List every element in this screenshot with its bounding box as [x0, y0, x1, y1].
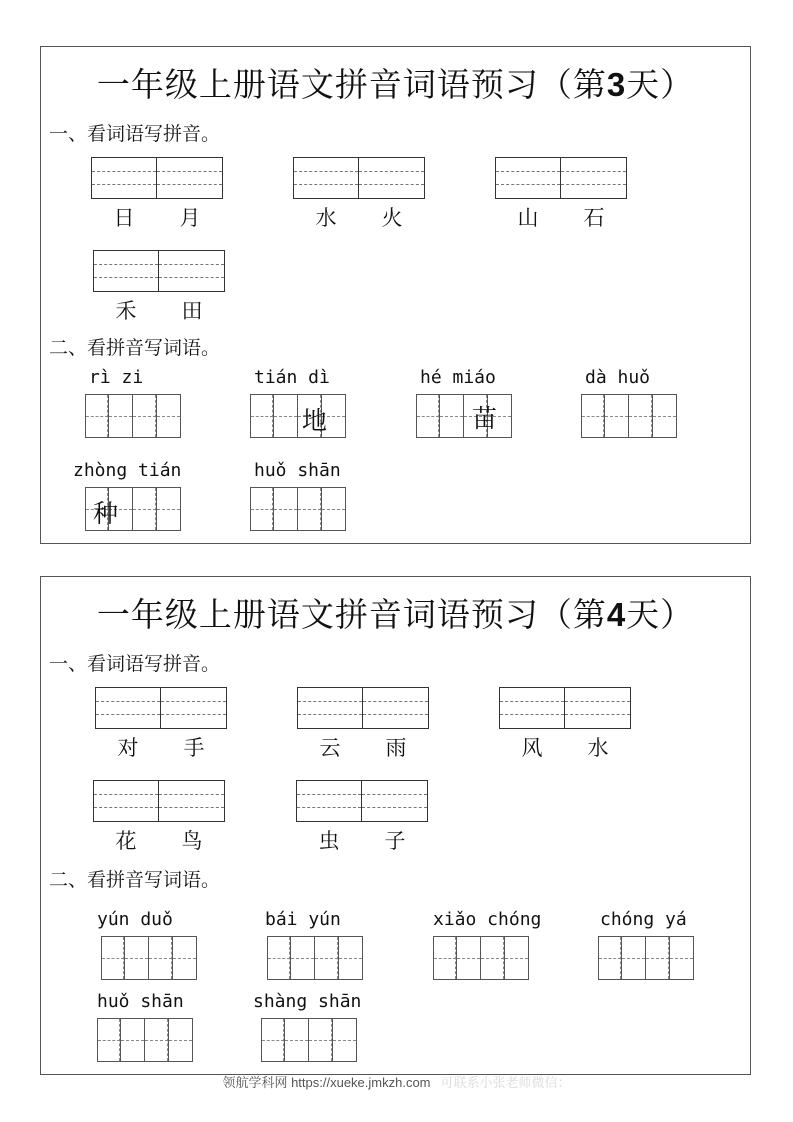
tianzige-grid[interactable]: [433, 936, 541, 980]
tianzige-grid[interactable]: [250, 487, 346, 531]
pinyin-box[interactable]: [296, 780, 362, 822]
pinyin-box[interactable]: [93, 780, 159, 822]
pinyin-box[interactable]: [159, 250, 225, 292]
tianzige-grid[interactable]: [97, 1018, 193, 1062]
tianzige-grid[interactable]: [598, 936, 694, 980]
pinyin-box[interactable]: [297, 687, 363, 729]
tianzige-grid[interactable]: [416, 394, 512, 438]
pinyin-word: xiǎo chóng: [429, 907, 541, 980]
pinyin-word: shàng shān: [249, 989, 361, 1062]
tianzige-grid[interactable]: [267, 936, 363, 980]
pinyin-box[interactable]: [93, 250, 159, 292]
tianzige-grid[interactable]: [85, 394, 181, 438]
tianzige-grid[interactable]: [261, 1018, 361, 1062]
worksheet-title: 一年级上册语文拼音词语预习（第3天）: [96, 65, 695, 104]
pinyin-box[interactable]: [561, 157, 627, 199]
pinyin-box[interactable]: [363, 687, 429, 729]
pinyin-box[interactable]: [499, 687, 565, 729]
word-pair: 日 月: [91, 157, 223, 232]
worksheet-day4: [40, 576, 751, 1075]
word-pair: 山 石: [495, 157, 627, 232]
word-pair: 水 火: [293, 157, 425, 232]
pinyin-box[interactable]: [293, 157, 359, 199]
pinyin-box[interactable]: [362, 780, 428, 822]
section-heading: 二、看拼音写词语。: [49, 869, 221, 891]
section-heading: 二、看拼音写词语。: [49, 337, 221, 359]
pinyin-word: dà huǒ: [581, 365, 677, 438]
pinyin-box[interactable]: [495, 157, 561, 199]
pinyin-word: zhòng tián 种: [69, 458, 181, 531]
pinyin-box[interactable]: [91, 157, 157, 199]
pinyin-word: huǒ shān: [93, 989, 193, 1062]
word-pair: 风 水: [499, 687, 631, 762]
pinyin-word: tián dì 地: [250, 365, 346, 438]
pinyin-word: rì zi: [85, 365, 181, 438]
worksheet-day3: [40, 46, 751, 544]
worksheet-title: 一年级上册语文拼音词语预习（第4天）: [96, 595, 695, 634]
pinyin-box[interactable]: [565, 687, 631, 729]
tianzige-grid[interactable]: [581, 394, 677, 438]
pinyin-word: bái yún: [261, 907, 363, 980]
section-heading: 一、看词语写拼音。: [49, 653, 221, 675]
pinyin-word: huǒ shān: [250, 458, 346, 531]
word-pair: 禾 田: [93, 250, 225, 325]
pinyin-box[interactable]: [161, 687, 227, 729]
pinyin-word: hé miáo 苗: [416, 365, 512, 438]
pinyin-box[interactable]: [157, 157, 223, 199]
given-character: 种: [93, 499, 119, 528]
pinyin-box[interactable]: [159, 780, 225, 822]
given-character: 地: [302, 406, 328, 435]
word-pair: 虫 子: [296, 780, 428, 855]
footer-watermark: 领航学科网 https://xueke.jmkzh.com 可联系小张老师微信：: [222, 1075, 571, 1090]
tianzige-grid[interactable]: [101, 936, 197, 980]
word-pair: 花 鸟: [93, 780, 225, 855]
word-pair: 云 雨: [297, 687, 429, 762]
pinyin-box[interactable]: [359, 157, 425, 199]
section-heading: 一、看词语写拼音。: [49, 123, 221, 145]
word-pair: 对 手: [95, 687, 227, 762]
pinyin-word: yún duǒ: [93, 907, 197, 980]
given-character: 苗: [472, 404, 498, 433]
tianzige-grid[interactable]: [250, 394, 346, 438]
tianzige-grid[interactable]: [85, 487, 181, 531]
pinyin-word: chóng yá: [596, 907, 694, 980]
pinyin-box[interactable]: [95, 687, 161, 729]
